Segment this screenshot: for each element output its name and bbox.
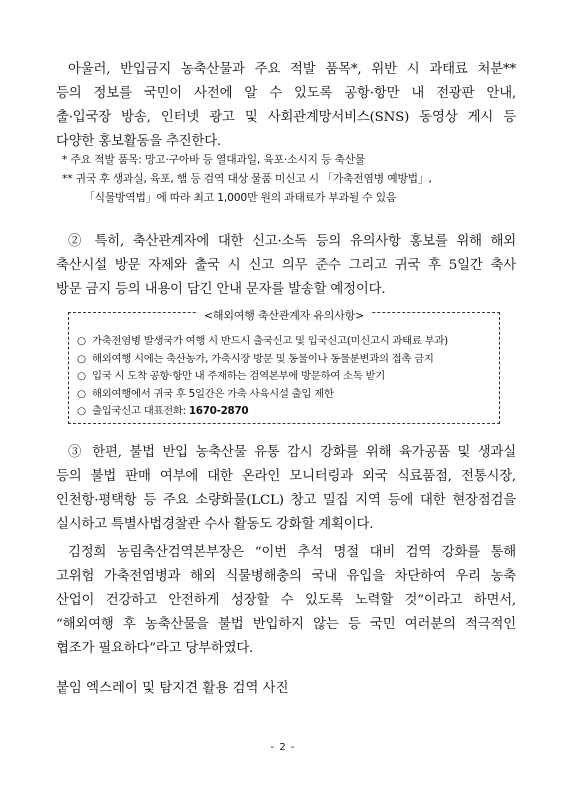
text-line: 고위험 가축전염병과 해외 식물병해충의 국내 유입을 차단하여 우리 농축 [56, 569, 516, 584]
text-line: 출·입국장 방송, 인터넷 광고 및 사회관계망서비스(SNS) 동영상 게시 등 [56, 110, 516, 125]
text-line: 협조가 필요하다”라고 당부하였다. [56, 641, 254, 656]
text-line: 김정희 농림축산검역본부장은 “이번 추석 명절 대비 검역 강화를 통해 [68, 545, 516, 560]
footnotes [62, 150, 532, 207]
list-item: ○ 입국 시 도착 공항·항만 내 주재하는 검역본부에 방문하여 소독 받기 [77, 368, 491, 386]
text-line: 축산시설 방문 자제와 출국 시 신고 의무 준수 그리고 귀국 후 5일간 축사 [56, 258, 516, 273]
circle-bullet-icon: ○ [77, 405, 86, 417]
footnote-items: * 주요 적발 품목: 망고·구아바 등 열대과일, 육포·소시지 등 축산물 [62, 153, 366, 166]
page-number: - 2 - [270, 742, 296, 753]
phone-number: 1670-2870 [188, 405, 249, 417]
text-line: 인천항·평택항 등 주요 소량화물(LCL) 창고 밀집 지역 등에 대한 현장점검을 [56, 493, 516, 508]
precautions-box-title: <해외여행 축산관계자 유의사항> [198, 309, 370, 322]
text-line: 등의 정보를 국민이 사전에 알 수 있도록 공항·항만 내 전광판 안내, [56, 86, 516, 101]
text-line: 산업이 건강하고 안전하게 성장할 수 있도록 노력할 것”이라고 하면서, [56, 593, 516, 608]
footnote-penalty-cont: 「식물방역법」에 따라 최고 1,000만 원의 과태료가 부과될 수 있음 [84, 191, 397, 204]
list-item: ○ 해외여행에서 귀국 후 5일간은 가축 사육시설 출입 제한 [77, 386, 491, 404]
list-item: ○ 가축전염병 발생국가 여행 시 반드시 출국신고 및 입국신고(미신고시 과태료 부과) [77, 333, 491, 351]
text-line: 방문 금지 등의 내용이 담긴 안내 문자를 발송할 예정이다. [56, 282, 386, 297]
text-line: “해외여행 후 농축산물을 불법 반입하지 않는 등 국민 여러분의 적극적인 [56, 617, 516, 632]
text-line: ② 특히, 축산관계자에 대한 신고·소독 등의 유의사항 홍보를 위해 해외 [68, 234, 516, 249]
circle-bullet-icon: ○ [77, 352, 86, 365]
text-line: 다양한 홍보활동을 추진한다. [56, 134, 221, 149]
text-line: 등의 불법 판매 여부에 대한 온라인 모니터링과 외국 식료품점, 전통시장, [56, 469, 516, 484]
paragraph-monitoring [56, 441, 516, 537]
precautions-list [77, 333, 491, 421]
circle-bullet-icon: ○ [77, 370, 86, 382]
text-line: ③ 한편, 불법 반입 농축산물 유통 감시 강화를 위해 육가공품 및 생과실 [68, 445, 516, 460]
paragraph-livestock-notice [56, 230, 516, 302]
circle-bullet-icon: ○ [77, 335, 86, 347]
paragraph-quote [56, 541, 516, 661]
paragraph-promotion [56, 58, 516, 154]
attachment-note: 붙임 엑스레이 및 탐지견 활용 검역 사진 [56, 681, 289, 696]
footnote-penalty: ** 귀국 후 생과실, 육포, 햄 등 검역 대상 물품 미신고 시 「가축전염병 예방법」, [62, 172, 432, 185]
text-line: 아울러, 반입금지 농축산물과 주요 적발 품목*, 위반 시 과태료 처분** [68, 62, 516, 77]
precautions-box [68, 309, 500, 424]
circle-bullet-icon: ○ [77, 387, 86, 400]
text-line: 실시하고 특별사법경찰관 수사 활동도 강화할 계획이다. [56, 517, 374, 532]
list-item-phone: ○ 출입국신고 대표전화: 1670-2870 [77, 403, 491, 421]
list-item: ○ 해외여행 시에는 축산농가, 가축시장 방문 및 동물이나 동물분변과의 접촉 금지 [77, 351, 491, 369]
